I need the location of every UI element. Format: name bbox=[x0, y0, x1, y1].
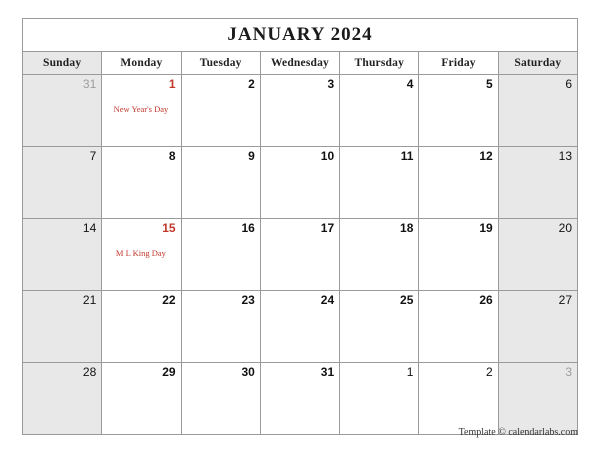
day-cell[interactable] bbox=[102, 363, 181, 435]
day-number: 9 bbox=[248, 149, 255, 163]
day-cell[interactable] bbox=[23, 363, 102, 435]
day-number: 21 bbox=[82, 293, 97, 307]
footer-brand-link[interactable]: calendarlabs.com bbox=[508, 427, 578, 438]
day-cell[interactable] bbox=[260, 363, 339, 435]
calendar-table bbox=[22, 18, 578, 435]
day-cell[interactable] bbox=[419, 147, 498, 219]
day-cell[interactable] bbox=[419, 219, 498, 291]
day-number: 26 bbox=[479, 293, 493, 307]
day-cell[interactable] bbox=[181, 147, 260, 219]
weekday-header-thursday: Thursday bbox=[340, 52, 419, 75]
day-cell[interactable] bbox=[340, 219, 419, 291]
calendar-week-row bbox=[23, 291, 578, 363]
day-number: 19 bbox=[479, 221, 493, 235]
day-number: 2 bbox=[248, 77, 255, 91]
day-event: New Year's Day bbox=[113, 104, 169, 114]
day-event: M L King Day bbox=[115, 248, 166, 258]
calendar-week-row bbox=[23, 75, 578, 147]
day-number: 5 bbox=[486, 77, 493, 91]
weekday-header-sunday: Sunday bbox=[23, 52, 102, 75]
weekday-header-monday: Monday bbox=[102, 52, 181, 75]
day-number: 30 bbox=[241, 365, 255, 379]
calendar-title-row bbox=[23, 19, 578, 52]
weekday-header-saturday: Saturday bbox=[498, 52, 577, 75]
day-number: 1 bbox=[168, 77, 176, 91]
day-cell[interactable] bbox=[23, 291, 102, 363]
day-cell[interactable] bbox=[419, 75, 498, 147]
day-number: 16 bbox=[241, 221, 255, 235]
day-cell[interactable] bbox=[181, 75, 260, 147]
day-number: 3 bbox=[565, 365, 572, 379]
day-number: 8 bbox=[168, 149, 176, 163]
day-number: 13 bbox=[558, 149, 572, 163]
calendar-week-row bbox=[23, 363, 578, 435]
calendar-week-row bbox=[23, 147, 578, 219]
calendar-week-row bbox=[23, 219, 578, 291]
weekday-header-row bbox=[23, 52, 578, 75]
day-cell[interactable] bbox=[498, 363, 577, 435]
day-cell[interactable] bbox=[260, 147, 339, 219]
day-number: 17 bbox=[320, 221, 335, 235]
day-cell[interactable] bbox=[260, 75, 339, 147]
day-number: 24 bbox=[320, 293, 335, 307]
day-cell[interactable] bbox=[340, 75, 419, 147]
day-number: 22 bbox=[162, 293, 176, 307]
day-cell[interactable] bbox=[498, 219, 577, 291]
day-number: 7 bbox=[89, 149, 97, 163]
day-cell[interactable] bbox=[260, 291, 339, 363]
day-cell[interactable] bbox=[102, 291, 181, 363]
day-cell[interactable] bbox=[419, 291, 498, 363]
day-cell[interactable] bbox=[181, 363, 260, 435]
day-cell[interactable] bbox=[181, 291, 260, 363]
day-number: 3 bbox=[327, 77, 335, 91]
day-cell[interactable] bbox=[419, 363, 498, 435]
day-number: 31 bbox=[82, 77, 97, 91]
day-cell[interactable] bbox=[23, 75, 102, 147]
day-number: 6 bbox=[565, 77, 572, 91]
weekday-header-friday: Friday bbox=[419, 52, 498, 75]
day-number: 4 bbox=[406, 77, 414, 91]
day-number: 11 bbox=[400, 149, 414, 163]
day-cell[interactable] bbox=[340, 291, 419, 363]
day-number: 29 bbox=[162, 365, 176, 379]
day-number: 2 bbox=[486, 365, 493, 379]
day-number: 1 bbox=[406, 365, 414, 379]
day-number: 12 bbox=[479, 149, 493, 163]
day-number: 15 bbox=[162, 221, 176, 235]
day-cell[interactable] bbox=[23, 147, 102, 219]
day-number: 10 bbox=[320, 149, 335, 163]
weekday-header-tuesday: Tuesday bbox=[181, 52, 260, 75]
day-number: 25 bbox=[400, 293, 414, 307]
day-cell[interactable] bbox=[498, 147, 577, 219]
day-cell[interactable] bbox=[23, 219, 102, 291]
day-number: 20 bbox=[558, 221, 572, 235]
footer-credit bbox=[459, 427, 578, 438]
day-cell[interactable] bbox=[181, 219, 260, 291]
day-cell[interactable] bbox=[102, 219, 181, 291]
day-cell[interactable] bbox=[102, 75, 181, 147]
day-number: 31 bbox=[320, 365, 335, 379]
day-number: 23 bbox=[241, 293, 255, 307]
day-cell[interactable] bbox=[260, 219, 339, 291]
day-cell[interactable] bbox=[102, 147, 181, 219]
footer-prefix: Template © bbox=[458, 427, 509, 438]
day-cell[interactable] bbox=[498, 75, 577, 147]
day-number: 27 bbox=[558, 293, 572, 307]
day-number: 18 bbox=[400, 221, 414, 235]
day-number: 28 bbox=[82, 365, 97, 379]
day-cell[interactable] bbox=[340, 147, 419, 219]
day-cell[interactable] bbox=[340, 363, 419, 435]
page-title: JANUARY 2024 bbox=[227, 24, 373, 45]
calendar-title-cell bbox=[23, 19, 578, 52]
weekday-header-wednesday: Wednesday bbox=[260, 52, 339, 75]
day-number: 14 bbox=[82, 221, 97, 235]
day-cell[interactable] bbox=[498, 291, 577, 363]
